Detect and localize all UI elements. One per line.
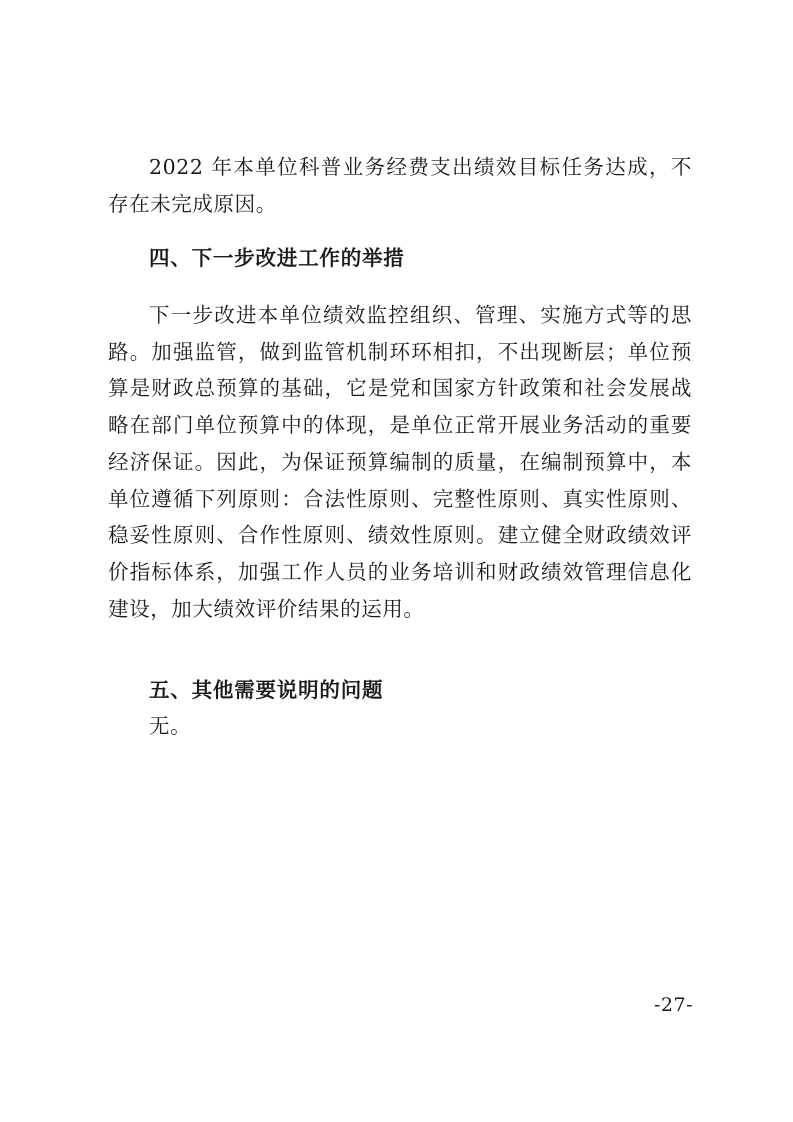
page-number: -27-: [653, 994, 693, 1016]
section-heading-improvement-measures: 四、下一步改进工作的举措: [149, 246, 405, 270]
paragraph-goal-achievement: 2022 年本单位科普业务经费支出绩效目标任务达成，不存在未完成原因。: [108, 155, 692, 216]
paragraph-other-issues-body: 无。: [149, 714, 192, 738]
paragraph-improvement-measures: 下一步改进本单位绩效监控组织、管理、实施方式等的思路。加强监管，做到监管机制环环相扣，不出现断层；单位预算是财政总预算的基础，它是党和国家方针政策和社会发展战略在部门单位预算中的体现，是单位正常开展业务活动的重要经济保证。因此，为保证预算编制的质量，在编制预算中，本单位遵循下列原则：合法性原则、完整性原则、真实性原则、稳妥性原则、合作性原则、绩效性原则。建立健全财政绩效评价指标体系，加强工作人员的业务培训和财政绩效管理信息化建设，加大绩效评价结果的运用。: [108, 303, 692, 621]
section-heading-other-issues: 五、其他需要说明的问题: [149, 678, 384, 702]
